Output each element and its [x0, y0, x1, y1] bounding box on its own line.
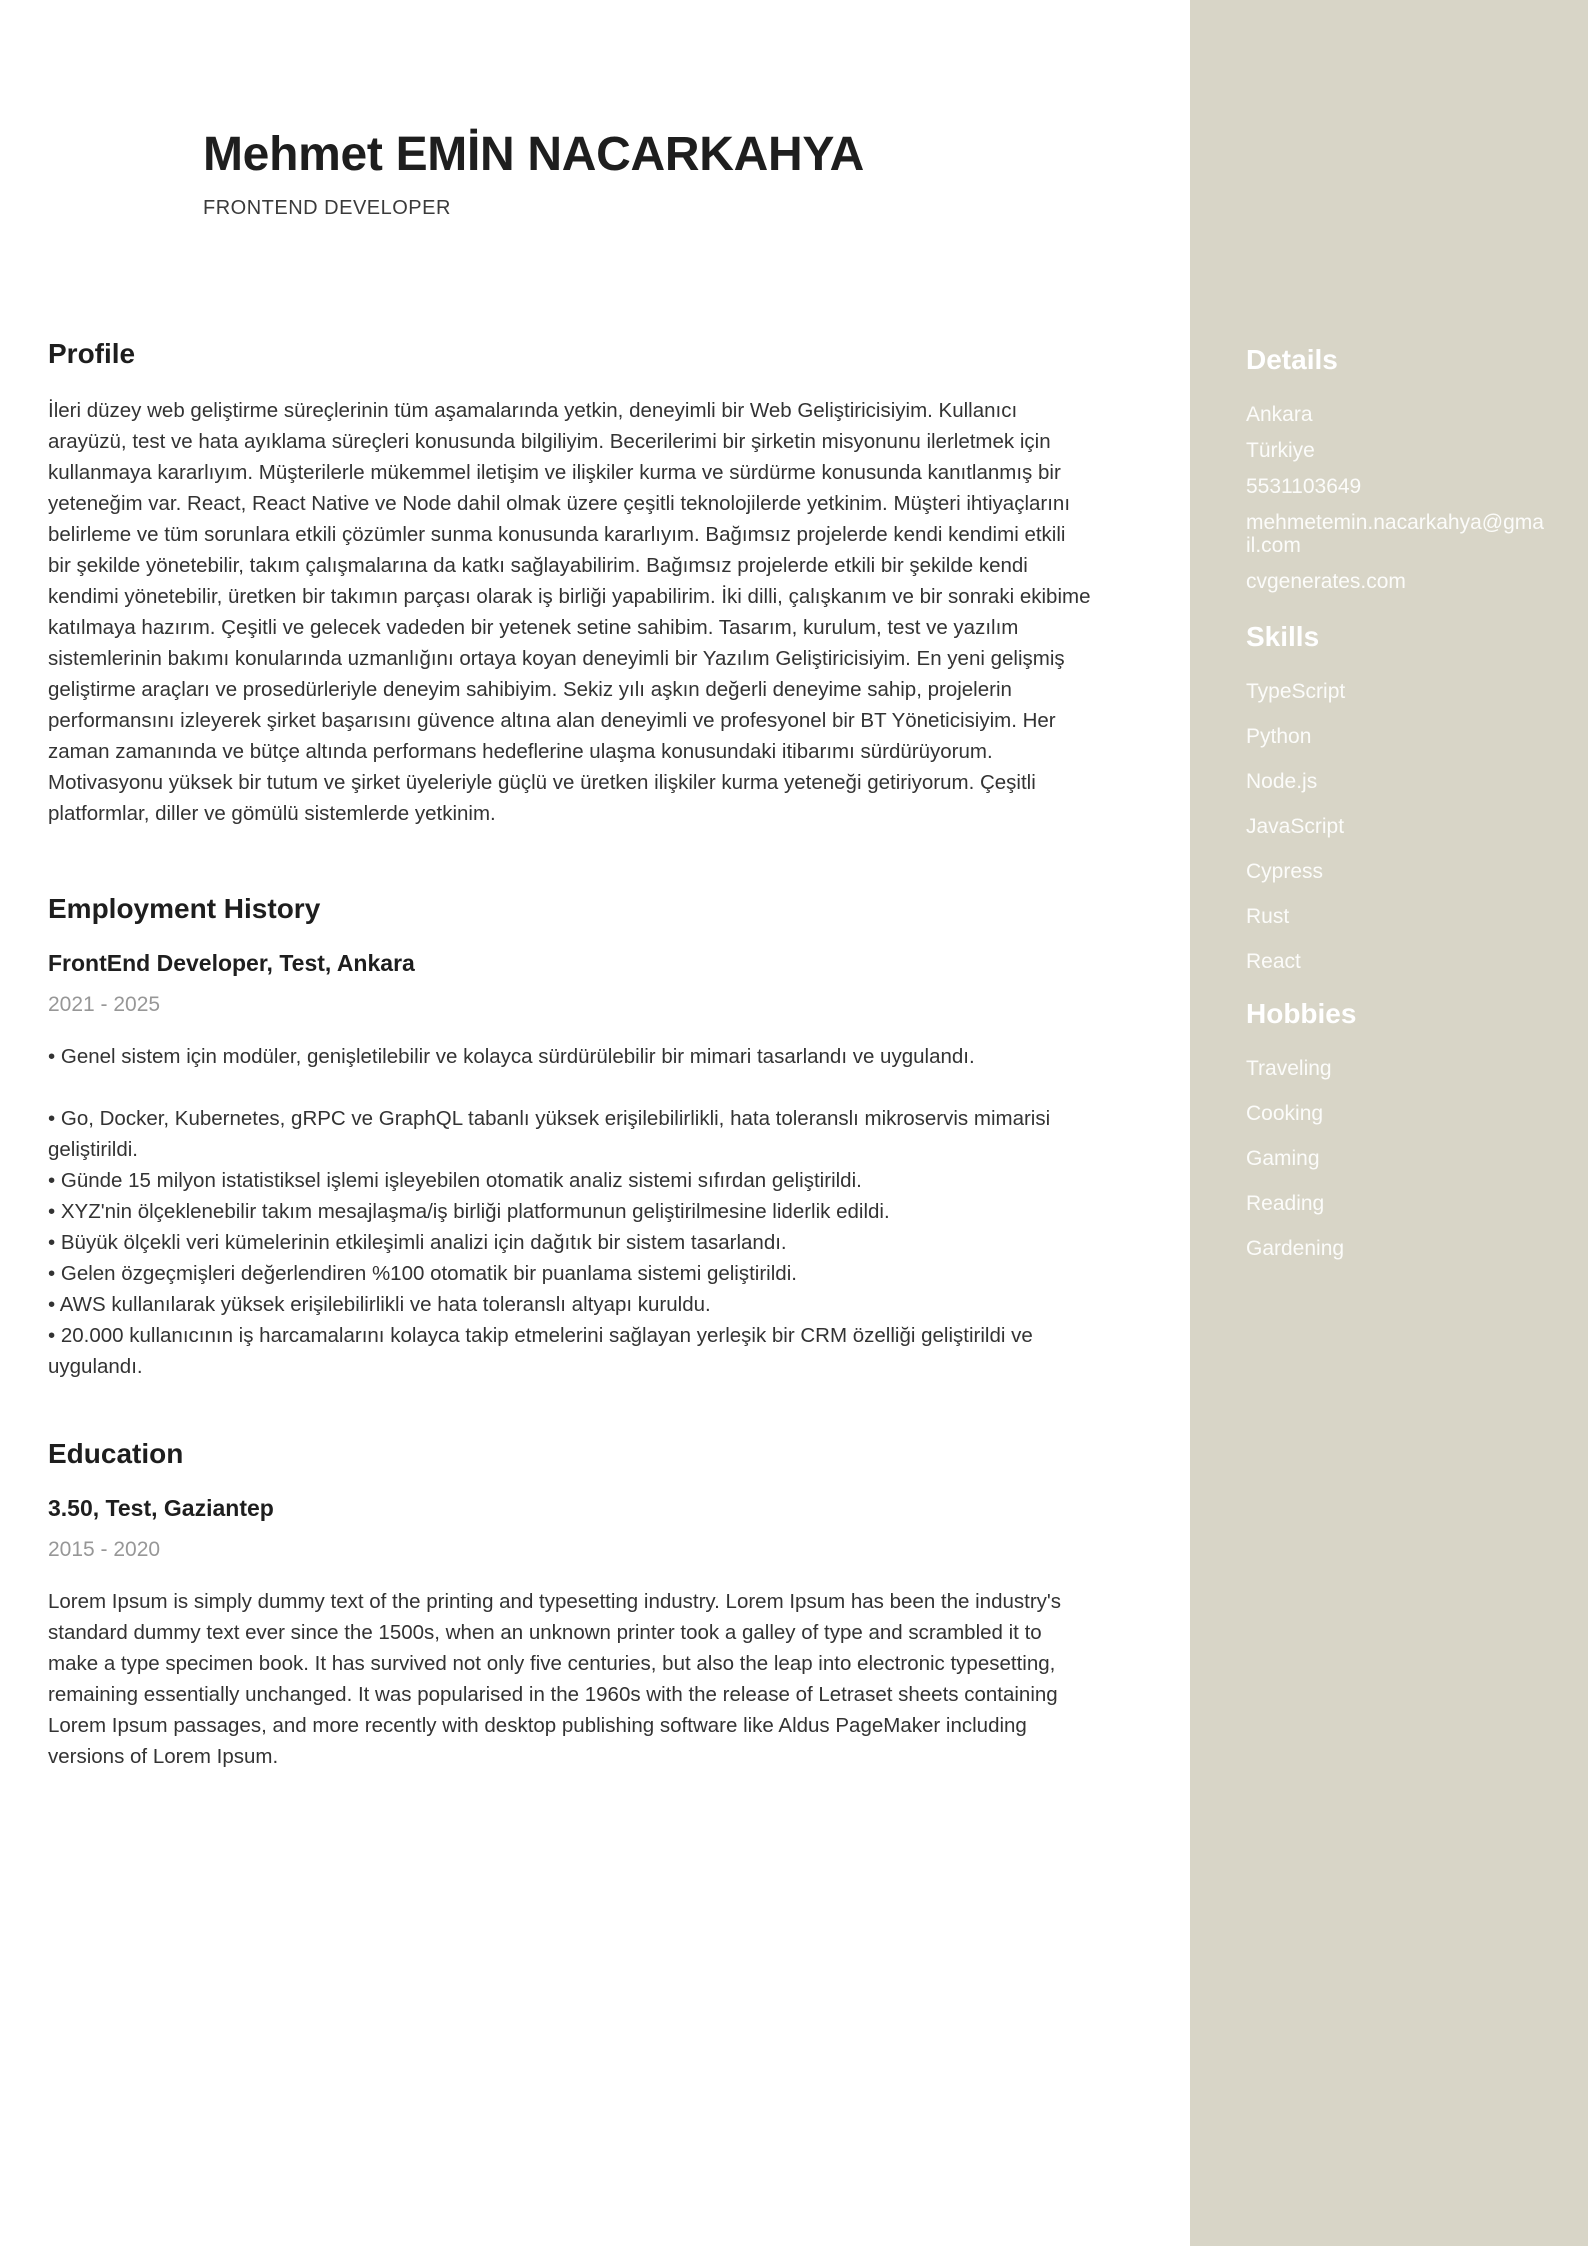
job-title: FrontEnd Developer, Test, Ankara [48, 950, 415, 976]
profile-text: İleri düzey web geliştirme süreçlerinin tüm aşamalarında yetkin, deneyimli bir Web Geliştiricisiyim. Kullanıcı arayüzü, test ve hata ayıklama süreçleri konusunda bilgiliyim. Becerilerimi bir şirketin misyonunu ilerletmek için kullanmaya kararlıyım. Müşterilerle mükemmel iletişim ve ilişkiler kurma ve sürdürme konusunda kanıtlanmış bir yeteneğim var. React, React Native ve Node dahil olmak üzere çeşitli teknolojilerde yetkinim. Müşteri ihtiyaçlarını belirleme ve tüm sorunlara etkili çözümler sunma konusunda kararlıyım. Bağımsız projelerde kendi kendimi etkili bir şekilde yönetebilir, takım çalışmalarına da katkı sağlayabilirim. Bağımsız projelerde etkili bir şekilde kendi kendimi yönetebilir, üretken bir takımın parçası olarak iş birliği yapabilirim. İki dilli, çalışkanım ve bir sonraki ekibime katılmaya hazırım. Çeşitli ve gelecek vadeden bir yetenek setine sahibim. Tasarım, kurulum, test ve yazılım sistemlerinin bakımı konularında uzmanlığını ortaya koyan deneyimli bir Yazılım Geliştiricisiyim. En yeni gelişmiş geliştirme araçları ve prosedürleriyle deneyim sahibiyim. Sekiz yılı aşkın değerli deneyime sahip, projelerin performansını izleyerek şirket başarısını güvence altına alan deneyimli ve profesyonel bir BT Yöneticisiyim. Her zaman zamanında ve bütçe altında performans hedeflerine ulaşma konusundaki itibarımı sürdürüyorum. Motivasyonu yüksek bir tutum ve şirket üyeleriyle güçlü ve üretken ilişkiler kurma yeteneği getiriyorum. Çeşitli platformlar, diller ve gömülü sistemlerde yetkinim. [48, 399, 1091, 825]
profile-heading: Profile [48, 338, 136, 369]
details-heading: Details [1246, 344, 1338, 375]
employment-section [48, 893, 1138, 1382]
hobby-item: Gardening [1246, 1237, 1345, 1260]
bullet-item: • Go, Docker, Kubernetes, gRPC ve GraphQL tabanlı yüksek erişilebilirlikli, hata toleranslı mikroservis mimarisi geliştirildi. [48, 1107, 1051, 1161]
bullet-item: • Günde 15 milyon istatistiksel işlemi işleyebilen otomatik analiz sistemi sıfırdan geliştirildi. [48, 1169, 862, 1192]
hobbies-section [1246, 998, 1548, 1261]
skill-item: Cypress [1246, 860, 1324, 883]
candidate-title: FRONTEND DEVELOPER [203, 197, 451, 219]
education-heading: Education [48, 1438, 184, 1469]
education-degree: 3.50, Test, Gaziantep [48, 1495, 274, 1521]
resume-header [203, 128, 1138, 220]
education-section [48, 1438, 1138, 1772]
details-section [1246, 344, 1548, 593]
hobby-item: Gaming [1246, 1147, 1320, 1170]
sidebar [1190, 0, 1588, 2246]
bullet-item: • XYZ'nin ölçeklenebilir takım mesajlaşma/iş birliği platformunun geliştirilmesine liderlik edildi. [48, 1200, 890, 1223]
hobby-item: Traveling [1246, 1057, 1332, 1080]
candidate-name: Mehmet EMİN NACARKAHYA [203, 128, 865, 181]
job-period: 2021 - 2025 [48, 993, 161, 1016]
bullet-item: • Genel sistem için modüler, genişletilebilir ve kolayca sürdürülebilir bir mimari tasarlandı ve uygulandı. [48, 1045, 975, 1068]
job-bullet-list [48, 1041, 1138, 1382]
detail-website: cvgenerates.com [1246, 570, 1406, 593]
skill-item: Python [1246, 725, 1312, 748]
skill-item: TypeScript [1246, 680, 1346, 703]
hobbies-heading: Hobbies [1246, 998, 1357, 1029]
profile-section [48, 338, 1138, 829]
bullet-item: • 20.000 kullanıcının iş harcamalarını kolayca takip etmelerini sağlayan yerleşik bir CRM özelliği geliştirildi ve uygulandı. [48, 1324, 1033, 1378]
detail-email: mehmetemin.nacarkahya@gmail.com [1246, 511, 1544, 557]
skill-item: Rust [1246, 905, 1290, 928]
detail-phone: 5531103649 [1246, 475, 1362, 498]
education-text: Lorem Ipsum is simply dummy text of the printing and typesetting industry. Lorem Ipsum has been the industry's standard dummy text ever since the 1500s, when an unknown printer took a galley of type and scrambled it to make a type specimen book. It has survived not only five centuries, but also the leap into electronic typesetting, remaining essentially unchanged. It was popularised in the 1960s with the release of Letraset sheets containing Lorem Ipsum passages, and more recently with desktop publishing software like Aldus PageMaker including versions of Lorem Ipsum. [48, 1590, 1062, 1768]
bullet-item: • AWS kullanılarak yüksek erişilebilirlikli ve hata toleranslı altyapı kuruldu. [48, 1293, 711, 1316]
bullet-item: • Gelen özgeçmişleri değerlendiren %100 otomatik bir puanlama sistemi geliştirildi. [48, 1262, 797, 1285]
hobby-item: Reading [1246, 1192, 1325, 1215]
detail-city: Ankara [1246, 403, 1313, 426]
education-period: 2015 - 2020 [48, 1538, 161, 1561]
employment-heading: Employment History [48, 893, 321, 924]
skill-item: JavaScript [1246, 815, 1345, 838]
skills-heading: Skills [1246, 621, 1320, 652]
detail-country: Türkiye [1246, 439, 1315, 462]
skill-item: Node.js [1246, 770, 1318, 793]
bullet-item: • Büyük ölçekli veri kümelerinin etkileşimli analizi için dağıtık bir sistem tasarlandı. [48, 1231, 787, 1254]
skill-item: React [1246, 950, 1301, 973]
hobby-item: Cooking [1246, 1102, 1324, 1125]
skills-section [1246, 621, 1548, 974]
